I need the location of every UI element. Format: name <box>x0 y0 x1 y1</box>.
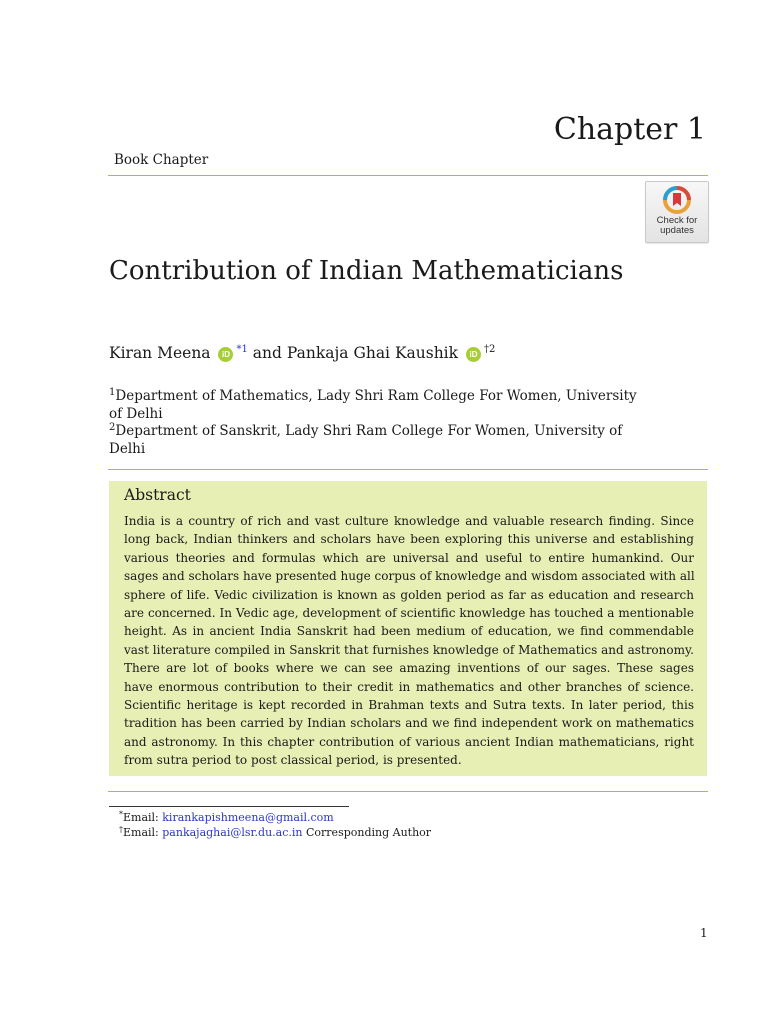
author-2-name: Pankaja Ghai Kaushik <box>286 344 459 362</box>
footnote-2-label: Email: <box>123 826 159 839</box>
abstract-line: height. As in ancient India Sanskrit had been medium of education, we find commendable <box>124 624 694 639</box>
footnote-2 <box>119 825 431 839</box>
abstract-line: and astronomy. In this chapter contribution of various ancient Indian mathematicians, right <box>124 734 694 749</box>
book-chapter-label: Book Chapter <box>114 152 209 168</box>
abstract-line: various theories and formulas which are universal and useful to entire humankind. Our <box>124 550 694 565</box>
footnote-rule <box>109 806 349 807</box>
abstract-line: sages and scholars have presented huge corpus of knowledge and wisdom associated with all <box>124 569 695 584</box>
abstract-heading: Abstract <box>124 486 191 504</box>
footnote-2-note: Corresponding Author <box>306 826 432 839</box>
abstract-line: India is a country of rich and vast culture knowledge and valuable research finding. Since <box>124 514 694 528</box>
check-for-updates-button[interactable] <box>645 181 709 243</box>
abstract-line: have enormous contribution to their credit in mathematics and other branches of science. <box>124 679 694 694</box>
top-divider <box>108 175 708 176</box>
author-line <box>109 344 495 362</box>
abstract-line: vast literature compiled in Sanskrit that furnishes knowledge of Mathematics and astronomy. <box>124 642 694 657</box>
affiliation-1-text: Department of Mathematics, Lady Shri Ram College For Women, University of Delhi <box>109 388 637 422</box>
affiliation-2 <box>109 419 639 458</box>
affiliation-2-text: Department of Sanskrit, Lady Shri Ram College For Women, University of Delhi <box>109 423 623 457</box>
footnote-2-mark: † <box>119 825 123 834</box>
check-updates-icon <box>663 186 691 214</box>
affiliation-1 <box>109 384 639 423</box>
author-1-name: Kiran Meena <box>109 344 211 362</box>
abstract-line: Scientific heritage is kept recorded in Brahman texts and Sutra texts. In later period, this <box>124 698 694 713</box>
orcid-icon[interactable]: iD <box>466 347 481 362</box>
abstract-body <box>124 512 694 770</box>
affiliation-1-mark: 1 <box>109 387 116 398</box>
abstract-line: long back, Indian thinkers and scholars have been exploring this universe and establishing <box>124 532 694 547</box>
abstract-line: tradition has been carried by Indian scholars and we find independent work on mathematics <box>124 716 694 731</box>
footnote-1 <box>119 810 334 824</box>
affiliation-2-mark: 2 <box>109 422 116 433</box>
chapter-title: Contribution of Indian Mathematicians <box>109 256 624 286</box>
footnote-1-mark: * <box>119 810 123 819</box>
middle-divider <box>108 469 708 470</box>
footnote-1-email-link[interactable]: kirankapishmeena@gmail.com <box>162 811 334 824</box>
check-updates-line1: Check for <box>656 215 698 226</box>
author-conjunction: and <box>252 344 282 362</box>
check-updates-line2: updates <box>660 225 694 236</box>
footnote-1-label: Email: <box>123 811 159 824</box>
footnote-2-email-link[interactable]: pankajaghai@lsr.du.ac.in <box>162 826 303 839</box>
abstract-line: There are lot of books where we can see amazing inventions of our sages. These sages <box>124 661 694 676</box>
chapter-number: Chapter 1 <box>553 112 706 147</box>
author-1-mark: *1 <box>236 344 248 355</box>
bottom-divider <box>108 791 708 792</box>
abstract-line: sphere of life. Vedic civilization is known as golden period as far as education and research <box>124 587 694 602</box>
abstract-line: are concerned. In Vedic age, development of scientific knowledge has touched a mentionable <box>124 606 694 621</box>
orcid-icon[interactable]: iD <box>218 347 233 362</box>
abstract-line: from sutra period to post classical period, is presented. <box>124 753 462 768</box>
page-number: 1 <box>700 926 708 940</box>
author-2-mark: †2 <box>483 344 496 355</box>
